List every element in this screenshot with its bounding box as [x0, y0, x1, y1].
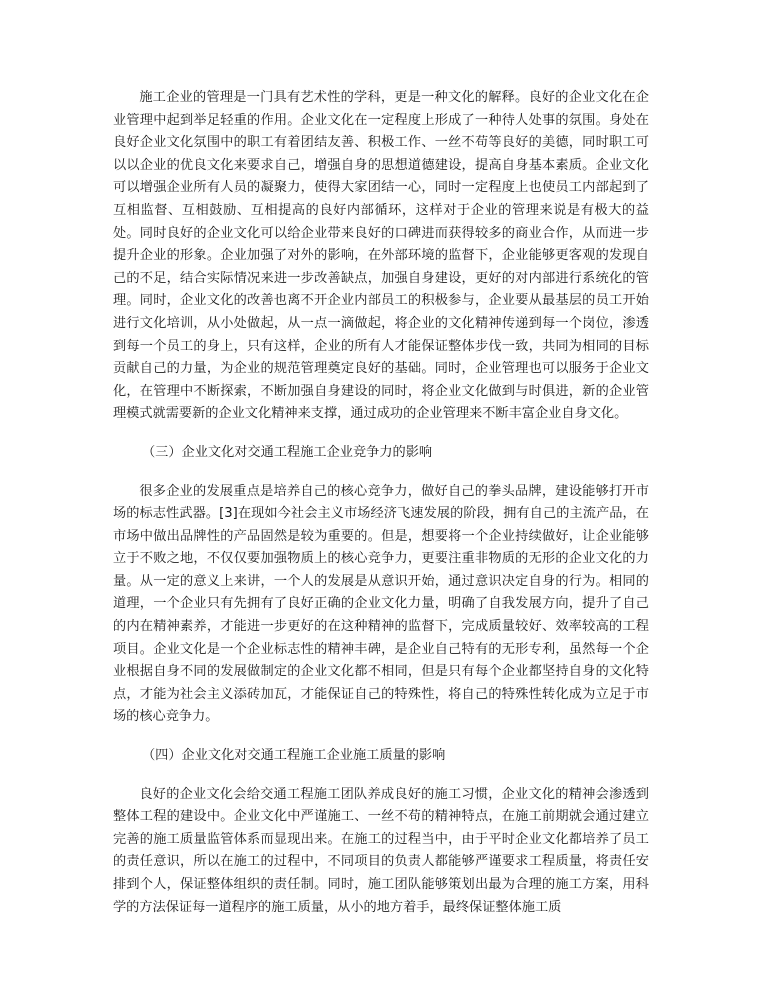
section-heading-construction-quality: （四）企业文化对交通工程施工企业施工质量的影响 — [142, 748, 446, 764]
section-heading-competitiveness: （三）企业文化对交通工程施工企业竞争力的影响 — [142, 444, 433, 460]
paragraph-construction-quality: 良好的企业文化会给交通工程施工团队养成良好的施工习惯，企业文化的精神会渗透到整体工程的建设中。企业文化中严谨施工、一丝不苟的精神特点，在施工前期就会通过建立完善的施工质量监管体系而显现出来。在施工的过程当中，由于平时企业文化都培养了员工的责任意识，所以在施工的过程中，不同项目的负责人都能够严谨要求工程质量，将责任安排到个人，保证整体组织的责任制。同时，施工团队能够策划出最为合理的施工方案，用科学的方法保证每一道程序的施工质量，从小的地方着手，最终保证整体施工质 — [113, 786, 649, 915]
section-spacer — [113, 768, 649, 784]
section-spacer — [113, 426, 649, 442]
paragraph-management-culture: 施工企业的管理是一门具有艺术性的学科，更是一种文化的解释。良好的企业文化在企业管理中起到举足轻重的作用。企业文化在一定程度上形成了一种待人处事的氛围。身处在良好企业文化氛围中的职工有着团结友善、积极工作、一丝不苟等良好的美德，同时职工可以以企业的优良文化来要求自己，增强自身的思想道德建设，提高自身基本素质。企业文化可以增强企业所有人员的凝聚力，使得大家团结一心，同时一定程度上也使员工内部起到了互相监督、互相鼓励、互相提高的良好内部循环，这样对于企业的管理来说是有极大的益处。同时良好的企业文化可以给企业带来良好的口碑进而获得较多的商业合作，从而进一步提升企业的形象。企业加强了对外的影响，在外部环境的监督下，企业能够更客观的发现自己的不足，结合实际情况来进一步改善缺点，加强自身建设，更好的对内部进行系统化的管理。同时，企业文化的改善也离不开企业内部员工的积极参与，企业要从最基层的员工开始进行文化培训，从小处做起，从一点一滴做起，将企业的文化精神传递到每一个岗位，渗透到每一个员工的身上，只有这样，企业的所有人才能保证整体步伐一致，共同为相同的目标贡献自己的力量，为企业的规范管理奠定良好的基础。同时，企业管理也可以服务于企业文化，在管理中不断探索，不断加强自身建设的同时，将企业文化做到与时俱进，新的企业管理模式就需要新的企业文化精神来支撑，通过成功的企业管理来不断丰富企业自身文化。 — [113, 90, 649, 422]
paragraph-competitiveness: 很多企业的发展重点是培养自己的核心竞争力，做好自己的拳头品牌，建设能够打开市场的标志性武器。[3]在现如今社会主义市场经济飞速发展的阶段，拥有自己的主流产品，在市场中做出品牌性的产品固然是较为重要的。但是，想要将一个企业持续做好，让企业能够立于不败之地，不仅仅要加强物质上的核心竞争力，更要注重非物质的无形的企业文化的力量。从一定的意义上来讲，一个人的发展是从意识开始，通过意识决定自身的行为。相同的道理，一个企业只有先拥有了良好正确的企业文化力量，明确了自我发展方向，提升了自己的内在精神素养，才能进一步更好的在这种精神的监督下，完成质量较好、效率较高的工程项目。企业文化是一个企业标志性的精神丰碑，是企业自己特有的无形专利，虽然每一个企业根据自身不同的发展做制定的企业文化都不相同，但是只有每个企业都坚持自身的文化特点，才能为社会主义添砖加瓦，才能保证自己的特殊性，将自己的特殊性转化成为立足于市场的核心竞争力。 — [113, 483, 649, 725]
document-body — [113, 87, 649, 919]
section-spacer — [113, 465, 649, 481]
section-spacer — [113, 729, 649, 745]
